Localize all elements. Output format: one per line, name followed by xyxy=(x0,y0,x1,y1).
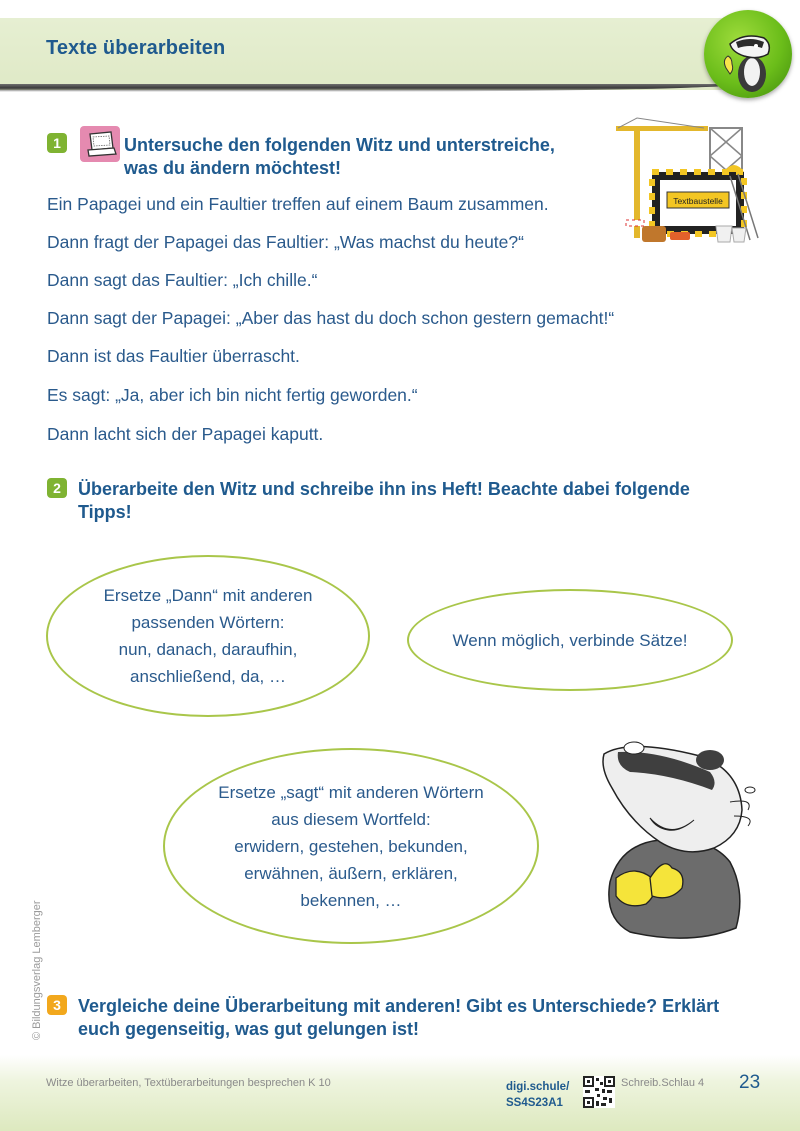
tip-ellipse-dann xyxy=(46,555,370,717)
footer-topic: Witze überarbeiten, Textüberarbeitungen besprechen K 10 xyxy=(46,1077,331,1089)
footer-book-title: Schreib.Schlau 4 xyxy=(621,1077,705,1089)
task-1-heading-line-2: was du ändern möchtest! xyxy=(124,158,342,178)
tip-text: erwähnen, äußern, erklären, xyxy=(244,863,458,883)
story-line: Dann sagt das Faultier: „Ich chille.“ xyxy=(47,270,318,290)
header-divider xyxy=(0,84,740,92)
tip-text: bekennen, … xyxy=(300,890,402,910)
task-1-heading-line-1: Untersuche den folgenden Witz und unterstreiche, xyxy=(124,135,555,155)
tip-text: Ersetze „sagt“ mit anderen Wörtern xyxy=(218,782,484,802)
page-title: Texte überarbeiten xyxy=(46,37,226,59)
tip-text: Wenn möglich, verbinde Sätze! xyxy=(452,630,688,650)
copyright-notice: © Bildungsverlag Lemberger xyxy=(31,900,43,1040)
task-number-2: 2 xyxy=(47,478,67,498)
tip-text: passenden Wörtern: xyxy=(131,613,285,632)
tip-ellipse-saetze xyxy=(407,589,733,691)
digi-schule-url: digi.schule/ xyxy=(506,1081,570,1093)
task-1-heading xyxy=(124,134,555,180)
qr-code-icon[interactable] xyxy=(583,1076,615,1108)
construction-site-image xyxy=(612,114,760,246)
task-2-heading-line-2: Tipps! xyxy=(78,502,132,522)
tip-ellipse-sagt xyxy=(163,748,539,944)
story-line: Dann lacht sich der Papagei kaputt. xyxy=(47,424,324,444)
page-number: 23 xyxy=(739,1072,761,1093)
digi-schule-link[interactable] xyxy=(506,1079,569,1111)
tip-text: anschließend, da, … xyxy=(130,667,286,686)
story-line: Ein Papagei und ein Faultier treffen auf einem Baum zusammen. xyxy=(47,194,549,214)
task-3-heading xyxy=(78,995,719,1041)
digi-schule-code: SS4S23A1 xyxy=(506,1097,563,1109)
tip-text: Ersetze „Dann“ mit anderen xyxy=(103,586,313,605)
footer-band xyxy=(0,1055,800,1131)
svg-text:Textbaustelle: Textbaustelle xyxy=(673,196,723,206)
story-line: Es sagt: „Ja, aber ich bin nicht fertig geworden.“ xyxy=(47,385,418,405)
task-3-heading-line-1: Vergleiche deine Überarbeitung mit anderen! Gibt es Unterschiede? Erklärt xyxy=(78,996,720,1016)
laughing-badger-image xyxy=(590,732,770,948)
tip-text: aus diesem Wortfeld: xyxy=(271,809,431,829)
task-number-1: 1 xyxy=(47,133,67,153)
task-2-heading xyxy=(78,478,690,524)
task-3-heading-line-2: euch gegenseitig, was gut gelungen ist! xyxy=(78,1019,420,1039)
task-number-3: 3 xyxy=(47,995,67,1015)
laptop-icon xyxy=(80,126,120,162)
story-line: Dann fragt der Papagei das Faultier: „Was machst du heute?“ xyxy=(47,232,524,252)
tip-text: nun, danach, daraufhin, xyxy=(118,640,298,659)
story-line: Dann sagt der Papagei: „Aber das hast du doch schon gestern gemacht!“ xyxy=(47,308,615,328)
tip-text: erwidern, gestehen, bekunden, xyxy=(234,836,468,856)
story-line: Dann ist das Faultier überrascht. xyxy=(47,346,300,366)
badger-mascot-badge-icon xyxy=(704,10,792,98)
task-2-heading-line-1: Überarbeite den Witz und schreibe ihn ins Heft! Beachte dabei folgende xyxy=(78,479,690,499)
